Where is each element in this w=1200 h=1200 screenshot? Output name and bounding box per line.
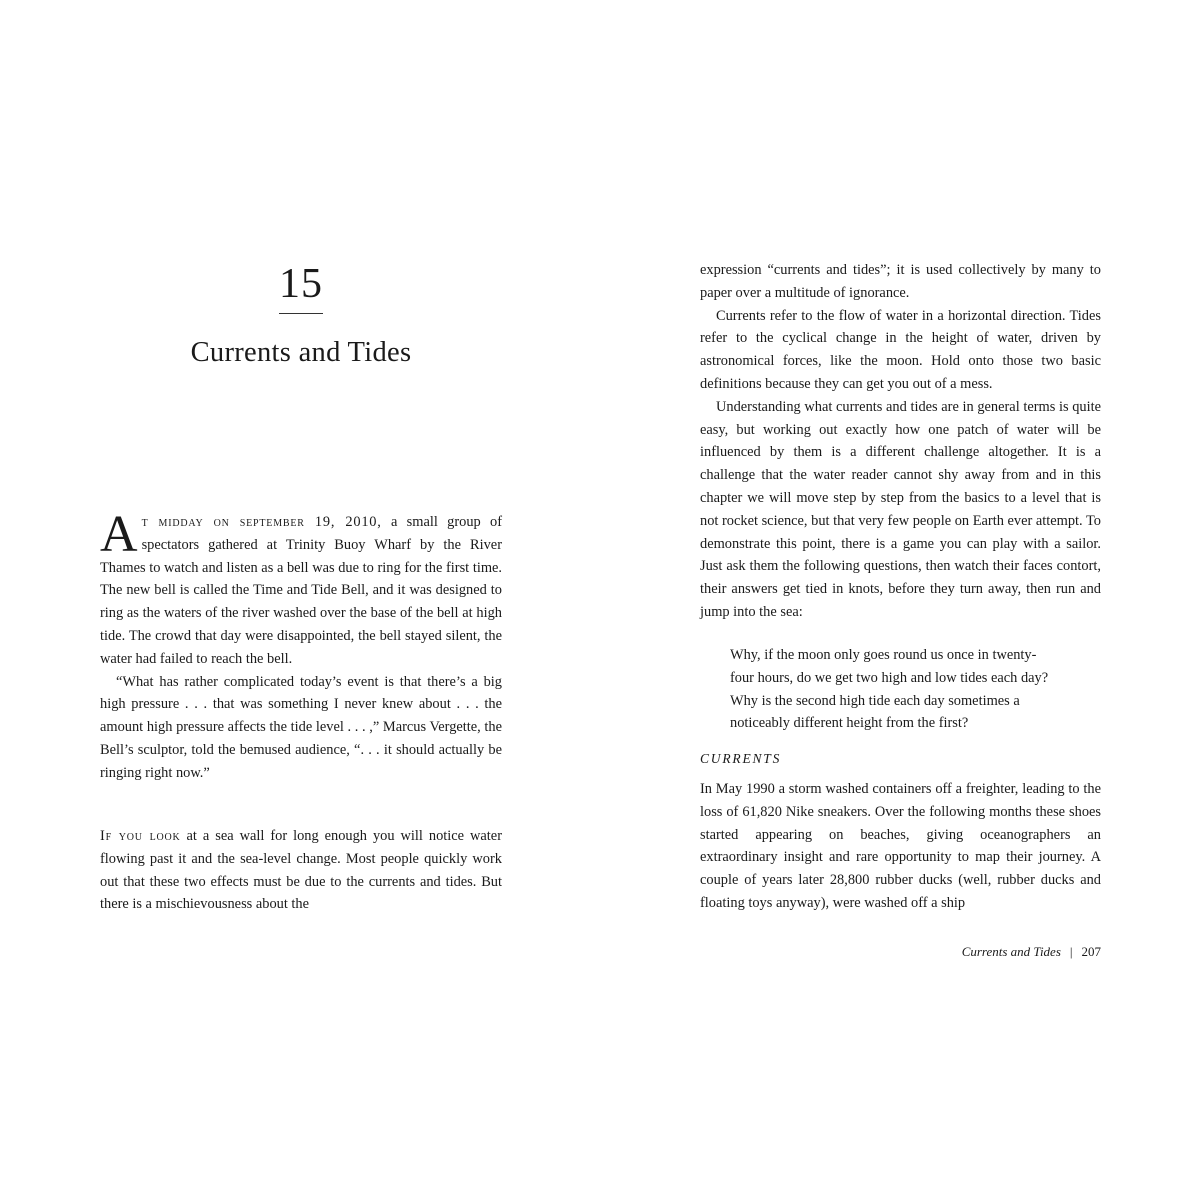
quote-line: four hours, do we get two high and low tides each day? <box>730 669 1049 686</box>
right-page-body <box>700 259 1101 624</box>
second-section-paragraph <box>100 825 502 916</box>
challenge-paragraph: Understanding what currents and tides are in general terms is quite easy, but working out exactly how one patch of water will be influenced by them is a different challenge altogether. It is a challenge that the water reader cannot shy away from and in this chapter we will move step by step from the basics to a level that is not rocket science, but that very few people on Earth ever attempt. To demonstrate this point, there is a game you can play with a sailor. Just ask them the following questions, then watch their faces contort, their answers get tied in knots, before they turn away, then run and jump into the sea: <box>700 398 1101 620</box>
drop-cap: A <box>100 506 138 563</box>
chapter-number: 15 <box>279 261 323 307</box>
second-section-lead-in: If you look <box>100 828 181 844</box>
footer-separator: | <box>1069 944 1073 959</box>
quote-line: Why is the second high tide each day sometimes a <box>730 692 1020 709</box>
continuation-paragraph: expression “currents and tides”; it is used collectively by many to paper over a multitude of ignorance. <box>700 262 1101 301</box>
second-section <box>100 825 502 916</box>
left-page <box>100 0 502 1200</box>
definitions-paragraph: Currents refer to the flow of water in a horizontal direction. Tides refer to the cyclical change in the height of water, driven by astronomical forces, like the moon. Hold onto those two basic definitions because they can get you out of a mess. <box>700 307 1101 392</box>
quote-paragraph: “What has rather complicated today’s event is that there’s a big high pressure . . . that was something I never knew about . . . the amount high pressure affects the tide level . . . ,” Marcus Vergette, the Bell’s sculptor, told the bemused audience, “. . . it should actually be ringing right now.” <box>100 673 502 781</box>
page-footer <box>962 943 1101 961</box>
currents-paragraph: In May 1990 a storm washed containers off a freighter, leading to the loss of 61,820 Nike sneakers. Over the following months these shoes started appearing on beaches, giving oceanographers an extraordinary insight and rare opportunity to map their journey. A couple of years later 28,800 rubber ducks (well, rubber ducks and floating toys anyway), were washed off a ship <box>700 781 1101 911</box>
right-page <box>700 0 1101 1200</box>
opening-paragraph <box>100 506 502 671</box>
chapter-title: Currents and Tides <box>190 337 412 368</box>
quote-line: noticeably different height from the first? <box>730 715 969 732</box>
opening-text: a small group of spectators gathered at Trinity Buoy Wharf by the River Thames to watch and listen as a bell was due to ring for the first time. The new bell is called the Time and Tide Bell, and it was designed to ring as the waters of the river washed over the base of the bell at high tide. The crowd that day were disappointed, the bell stayed silent, the water had failed to reach the bell. <box>100 514 502 667</box>
section-heading-currents: CURRENTS <box>700 751 782 766</box>
second-section-text: at a sea wall for long enough you will notice water flowing past it and the sea-level change. Most people quickly work out that these two effects must be due to the currents and tides. But there is a mischievousness about the <box>100 828 502 913</box>
chapter-number-underline <box>279 313 323 314</box>
opening-section <box>100 506 502 785</box>
questions-blockquote <box>730 644 1075 735</box>
page-number: 207 <box>1081 944 1101 959</box>
quote-line: Why, if the moon only goes round us once in twenty- <box>730 647 1037 663</box>
opening-lead-in: t midday on september 19, 2010, <box>141 514 382 530</box>
running-title: Currents and Tides <box>961 944 1061 959</box>
currents-section <box>700 778 1101 915</box>
